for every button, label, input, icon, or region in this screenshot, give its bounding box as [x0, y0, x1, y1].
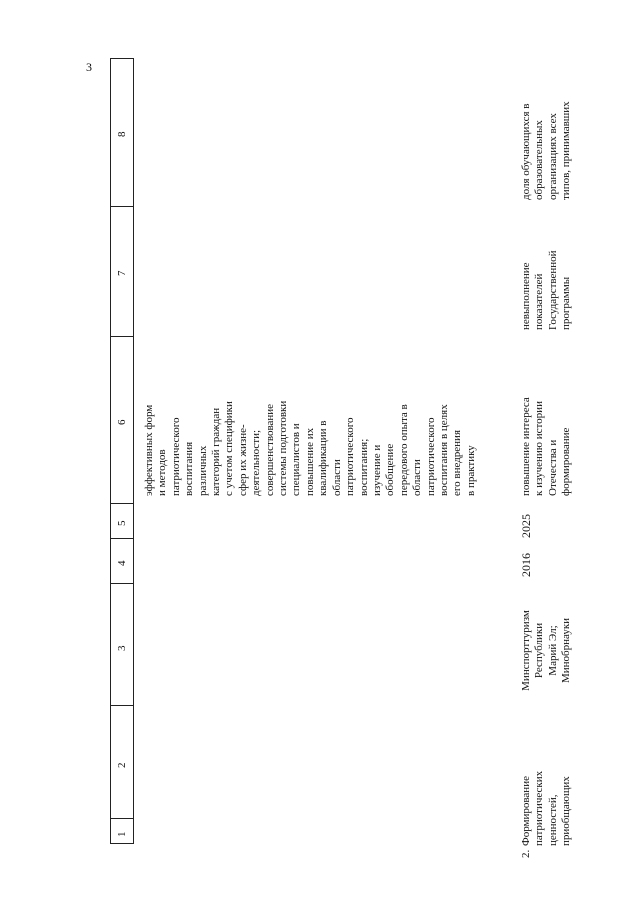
col-divider [110, 583, 134, 584]
header-row-divider [133, 58, 134, 844]
table-top-border [110, 58, 134, 59]
row2-col6-text [520, 336, 574, 496]
text-line: показателей [533, 273, 546, 330]
col-divider [110, 336, 134, 337]
text-line: категорий граждан [210, 407, 223, 496]
table-bottom-border [110, 843, 134, 844]
row2-col3-text [520, 593, 574, 708]
text-line: воспитания в целях [437, 404, 450, 496]
text-line: ценностей, [546, 794, 559, 846]
row2-col7-text [520, 210, 574, 330]
text-line: Государственной [546, 250, 559, 330]
text-line: Минспорттуризм [520, 610, 532, 691]
text-line: доля обучающихся в [520, 103, 532, 200]
text-line: обобщение [384, 443, 397, 496]
text-line: области [411, 459, 424, 496]
column-number: 6 [116, 419, 128, 425]
column-number: 1 [116, 831, 128, 837]
text-line: повышение интереса [520, 397, 532, 496]
text-line: деятельности; [250, 429, 263, 496]
text-line: образовательных [533, 120, 546, 200]
text-line: воспитания; [357, 438, 370, 496]
page-number: 3 [86, 60, 92, 74]
text-line: совершенствование [263, 403, 276, 496]
text-line: типов, принимавших [560, 101, 573, 200]
table-left-edge [110, 58, 111, 844]
text-line: в практику [464, 445, 477, 496]
text-line: формирование [560, 427, 573, 496]
col-divider [110, 818, 134, 819]
text-line: Минобрнауки [560, 617, 573, 684]
row2-start-year: 2016 [519, 553, 533, 577]
text-line: организациях всех [546, 113, 559, 200]
text-line: Формирование [520, 776, 532, 846]
row2-end-year: 2025 [519, 514, 533, 538]
column-number: 3 [116, 645, 128, 651]
column-number: 7 [116, 270, 128, 276]
column-number: 8 [116, 131, 128, 137]
text-line: патриотического [169, 417, 182, 496]
text-line: программы [560, 276, 573, 330]
text-line: к изучению истории [533, 401, 546, 496]
column-number: 5 [116, 520, 128, 526]
text-line: сфер их жизне- [236, 424, 249, 496]
row2-col8-text [520, 60, 574, 200]
text-line: системы подготовки [277, 400, 290, 496]
text-line: с учетом специфики [223, 401, 236, 496]
col-divider [110, 538, 134, 539]
column-number: 4 [116, 560, 128, 566]
col-divider [110, 206, 134, 207]
col-divider [110, 503, 134, 504]
text-line: Марий Эл; [546, 625, 559, 676]
text-line: повышение их [303, 427, 316, 496]
text-line: области [330, 459, 343, 496]
text-line: квалификации в [317, 420, 330, 496]
text-line: передового опыта в [397, 404, 410, 496]
text-line: воспитания [183, 441, 196, 496]
text-line: эффективных форм [143, 404, 155, 496]
text-line: различных [196, 445, 209, 496]
text-line: изучение и [370, 444, 383, 496]
row2-number: 2. [520, 849, 532, 858]
text-line: приобщающих [560, 776, 573, 846]
row2-col2-text [520, 736, 574, 846]
col-divider [110, 705, 134, 706]
text-line: патриотического [344, 417, 357, 496]
text-line: патриотического [424, 417, 437, 496]
text-line: патриотических [533, 770, 546, 846]
continuation-col6-text [143, 336, 478, 496]
text-line: его внедрения [451, 430, 464, 496]
text-line: Отечества и [546, 439, 559, 496]
text-line: невыполнение [520, 262, 532, 330]
text-line: специалистов и [290, 423, 303, 496]
text-line: и методов [156, 449, 169, 496]
text-line: Республики [533, 622, 546, 679]
column-number: 2 [116, 762, 128, 768]
